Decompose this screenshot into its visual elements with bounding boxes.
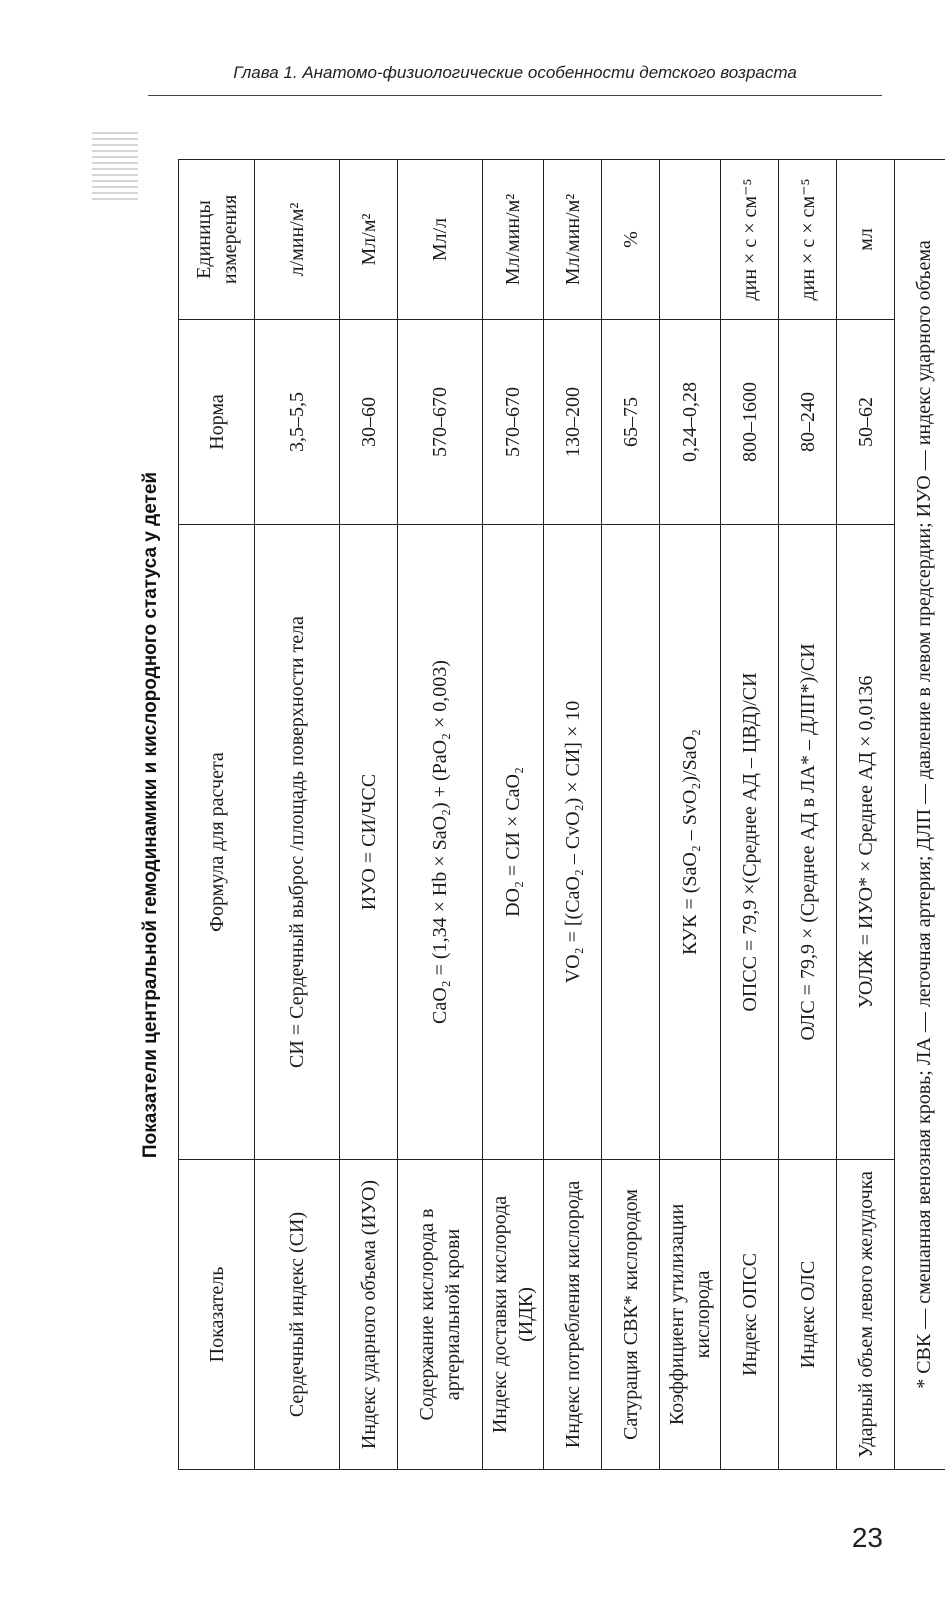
row-unit: л/мин/м² (255, 160, 340, 320)
row-formula: УОЛЖ = ИУО* × Среднее АД × 0,0136 (837, 525, 895, 1160)
row-formula: ОЛС = 79,9 × (Среднее АД в ЛА* – ДЛП*)/СИ (779, 525, 837, 1160)
row-norm: 570–670 (483, 320, 544, 525)
row-formula: ОПСС = 79,9 ×(Среднее АД – ЦВД)/СИ (721, 525, 779, 1160)
row-unit (660, 160, 721, 320)
row-norm: 800–1600 (721, 320, 779, 525)
column-header: Показатель (179, 1160, 255, 1470)
row-unit: % (602, 160, 660, 320)
row-formula: СИ = Сердечный выброс /площадь поверхности тела (255, 525, 340, 1160)
table-container (178, 160, 945, 1470)
table-header-row (179, 160, 255, 1470)
row-unit: Мл/л (398, 160, 483, 320)
chapter-header: Глава 1. Анатомо-физиологические особенности детского возраста (233, 63, 797, 82)
table-title: Показатели центральной гемодинамики и кислородного статуса у детей (140, 471, 161, 1159)
table-row (779, 160, 837, 1470)
table-row (544, 160, 602, 1470)
row-name: Содержание кислорода в артериальной крови (398, 1160, 483, 1470)
row-name: Индекс ОПСС (721, 1160, 779, 1470)
row-name: Индекс доставки кислорода (ИДК) (483, 1160, 544, 1470)
table-row (660, 160, 721, 1470)
row-unit: дин × с × см⁻⁵ (779, 160, 837, 320)
row-unit: Мл/м² (340, 160, 398, 320)
row-formula: CaO₂ = (1,34 × Hb × SaO₂) + (PaO₂ × 0,003) (398, 525, 483, 1160)
hemodynamics-table (178, 159, 945, 1470)
row-formula: ИУО = СИ/ЧСС (340, 525, 398, 1160)
row-formula (602, 525, 660, 1160)
row-name: Индекс ударного объема (ИУО) (340, 1160, 398, 1470)
table-footnote: * СВК — смешанная венозная кровь; ЛА — легочная артерия; ДЛП — давление в левом предсердии; ИУО — индекс ударного объема (895, 160, 945, 1470)
column-header: Норма (179, 320, 255, 525)
table-row (255, 160, 340, 1470)
row-norm: 130–200 (544, 320, 602, 525)
table-row (340, 160, 398, 1470)
row-name: Индекс ОЛС (779, 1160, 837, 1470)
table-row (483, 160, 544, 1470)
table-row (837, 160, 895, 1470)
row-norm: 3,5–5,5 (255, 320, 340, 525)
table-stamp (92, 128, 138, 200)
row-unit: мл (837, 160, 895, 320)
row-norm: 50–62 (837, 320, 895, 525)
row-norm: 570–670 (398, 320, 483, 525)
row-norm: 0,24–0,28 (660, 320, 721, 525)
row-norm: 30–60 (340, 320, 398, 525)
row-formula: КУК = (SaO₂ – SvO₂)/SaO₂ (660, 525, 721, 1160)
row-norm: 80–240 (779, 320, 837, 525)
row-name: Сердечный индекс (СИ) (255, 1160, 340, 1470)
header-divider (148, 95, 882, 96)
table-row (721, 160, 779, 1470)
table-row (398, 160, 483, 1470)
footnote-row (895, 160, 945, 1470)
page-number: 23 (851, 1522, 883, 1553)
row-name: Сатурация СВК* кислородом (602, 1160, 660, 1470)
row-name: Коэффициент утилизации кислорода (660, 1160, 721, 1470)
column-header: Единицы измерения (179, 160, 255, 320)
table-row (602, 160, 660, 1470)
row-unit: дин × с × см⁻⁵ (721, 160, 779, 320)
row-name: Ударный объем левого желудочка (837, 1160, 895, 1470)
row-unit: Мл/мин/м² (544, 160, 602, 320)
stamp-mark (92, 128, 138, 200)
column-header: Формула для расчета (179, 525, 255, 1160)
rotated-table-block (136, 160, 935, 1470)
row-name: Индекс потребления кислорода (544, 1160, 602, 1470)
row-formula: VO₂ = [(CaO₂ – CvO₂) × СИ] × 10 (544, 525, 602, 1160)
row-norm: 65–75 (602, 320, 660, 525)
row-unit: Мл/мин/м² (483, 160, 544, 320)
row-formula: DO₂ = СИ × CaO₂ (483, 525, 544, 1160)
